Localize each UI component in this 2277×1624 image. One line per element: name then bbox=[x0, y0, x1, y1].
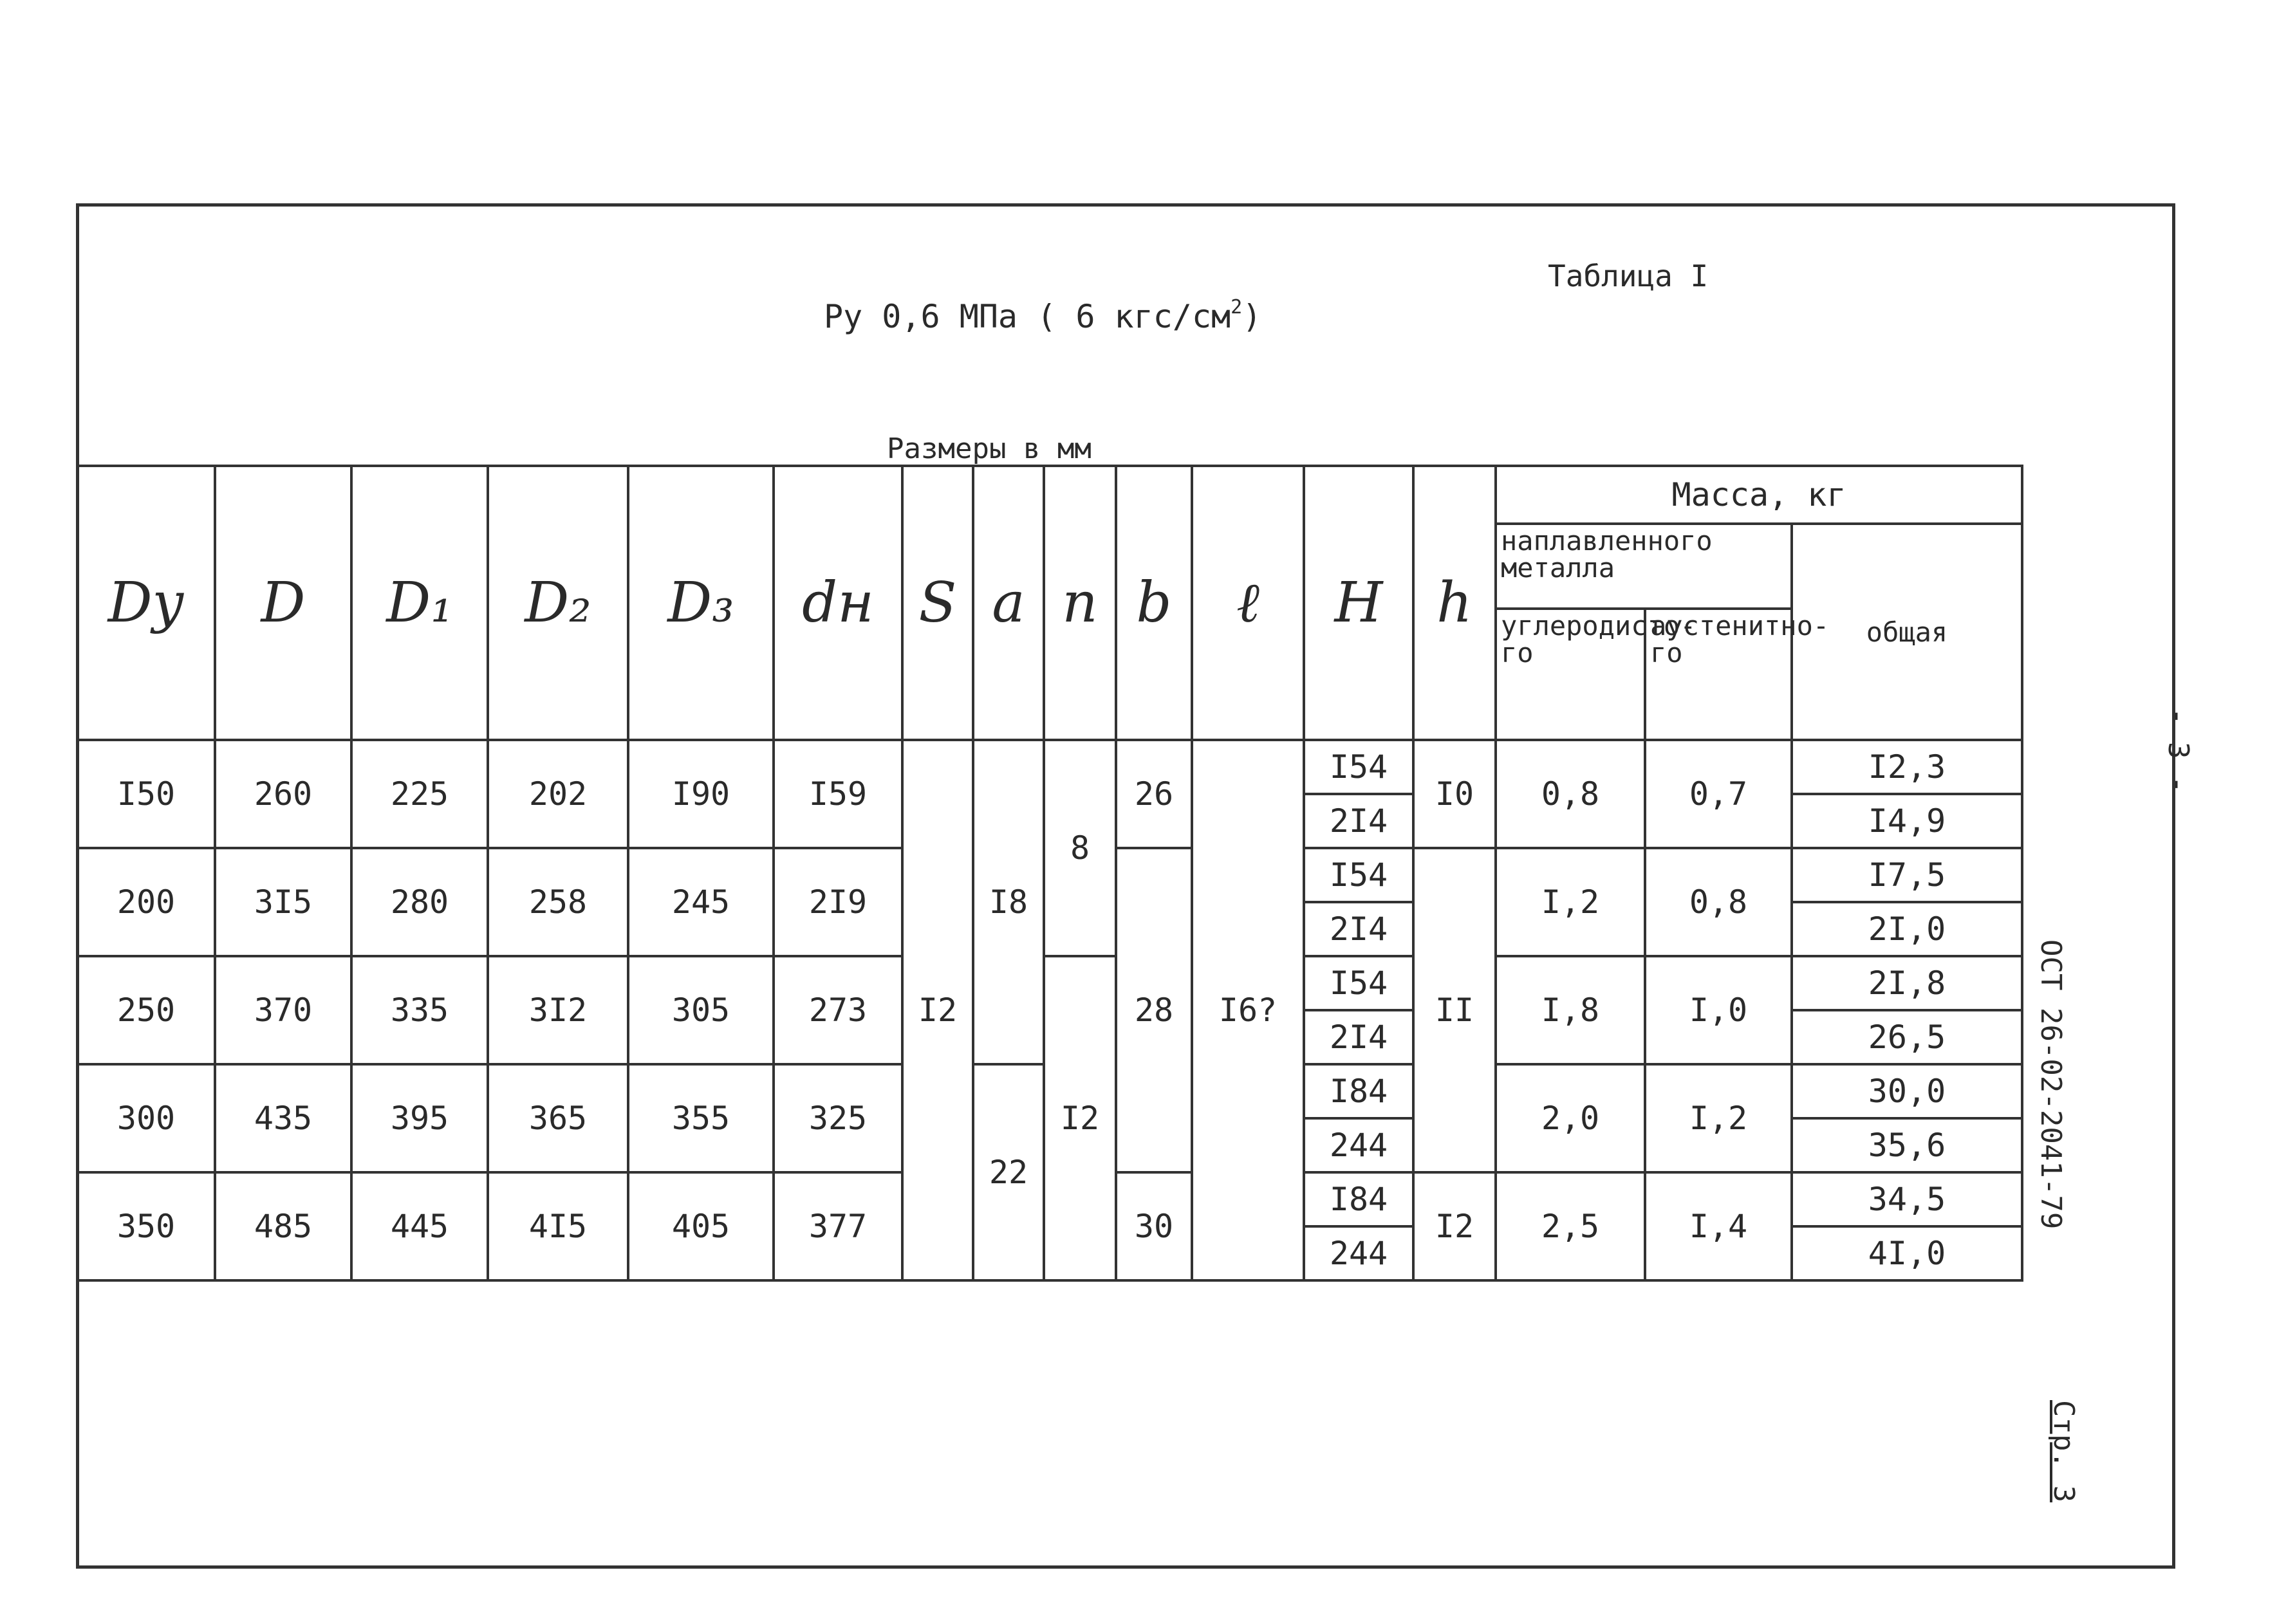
cell-carbon: I,2 bbox=[1496, 848, 1645, 956]
header-s: S bbox=[902, 466, 973, 740]
dimensions-table bbox=[76, 465, 2023, 1282]
header-dn: dн bbox=[774, 466, 902, 740]
cell-total: 4I,0 bbox=[1792, 1226, 2022, 1280]
header-n: n bbox=[1044, 466, 1116, 740]
cell-total: 2I,0 bbox=[1792, 902, 2022, 956]
cell-dn: 377 bbox=[774, 1172, 902, 1280]
cell-a-22: 22 bbox=[973, 1064, 1044, 1280]
cell-carbon: 2,5 bbox=[1496, 1172, 1645, 1280]
cell-austenitic: 0,7 bbox=[1645, 740, 1792, 848]
table-label: Таблица I bbox=[1548, 259, 1709, 293]
units-label: Размеры в мм bbox=[887, 432, 1092, 465]
header-weld-metal: наплавленного металла bbox=[1496, 524, 1792, 609]
cell-b-26: 26 bbox=[1116, 740, 1192, 848]
header-a: a bbox=[973, 466, 1044, 740]
page-number-mark: - 3 - bbox=[2162, 708, 2195, 793]
cell-a-18: I8 bbox=[973, 740, 1044, 1064]
header-H: H bbox=[1304, 466, 1413, 740]
header-dy: Dу bbox=[77, 466, 215, 740]
cell-d1: 395 bbox=[351, 1064, 488, 1172]
cell-dy: 350 bbox=[77, 1172, 215, 1280]
table-row bbox=[77, 740, 2022, 794]
cell-d3: 305 bbox=[628, 956, 774, 1064]
cell-total: I2,3 bbox=[1792, 740, 2022, 794]
header-mass: Масса, кг bbox=[1496, 466, 2022, 524]
cell-d2: 365 bbox=[488, 1064, 628, 1172]
cell-austenitic: I,4 bbox=[1645, 1172, 1792, 1280]
cell-total: 30,0 bbox=[1792, 1064, 2022, 1118]
cell-d1: 335 bbox=[351, 956, 488, 1064]
cell-d3: I90 bbox=[628, 740, 774, 848]
header-austenitic: аустенитно-го bbox=[1645, 609, 1792, 740]
cell-d1: 225 bbox=[351, 740, 488, 848]
cell-n-8: 8 bbox=[1044, 740, 1116, 956]
header-d3: D₃ bbox=[628, 466, 774, 740]
header-h: h bbox=[1413, 466, 1496, 740]
cell-H: I84 bbox=[1304, 1172, 1413, 1226]
cell-dy: 200 bbox=[77, 848, 215, 956]
document-code: ОСТ 26-02-2041-79 bbox=[2034, 939, 2067, 1230]
cell-austenitic: 0,8 bbox=[1645, 848, 1792, 956]
cell-total: 26,5 bbox=[1792, 1010, 2022, 1064]
cell-d1: 280 bbox=[351, 848, 488, 956]
cell-H: 2I4 bbox=[1304, 794, 1413, 848]
cell-dn: 2I9 bbox=[774, 848, 902, 956]
header-l: ℓ bbox=[1192, 466, 1304, 740]
cell-dy: 250 bbox=[77, 956, 215, 1064]
cell-carbon: 2,0 bbox=[1496, 1064, 1645, 1172]
cell-dn: 325 bbox=[774, 1064, 902, 1172]
cell-dn: 273 bbox=[774, 956, 902, 1064]
cell-d: 260 bbox=[215, 740, 351, 848]
cell-dy: 300 bbox=[77, 1064, 215, 1172]
header-total: общая bbox=[1792, 524, 2022, 740]
cell-s: I2 bbox=[902, 740, 973, 1280]
cell-n-12: I2 bbox=[1044, 956, 1116, 1280]
cell-d3: 355 bbox=[628, 1064, 774, 1172]
cell-austenitic: I,2 bbox=[1645, 1064, 1792, 1172]
cell-d2: 4I5 bbox=[488, 1172, 628, 1280]
cell-l: I6? bbox=[1192, 740, 1304, 1280]
header-d2: D₂ bbox=[488, 466, 628, 740]
cell-d3: 405 bbox=[628, 1172, 774, 1280]
cell-H: 2I4 bbox=[1304, 1010, 1413, 1064]
header-d1: D₁ bbox=[351, 466, 488, 740]
cell-d2: 3I2 bbox=[488, 956, 628, 1064]
cell-h-10: I0 bbox=[1413, 740, 1496, 848]
page-number: Стр. 3 bbox=[2047, 1400, 2080, 1502]
table-row bbox=[77, 956, 2022, 1010]
cell-dy: I50 bbox=[77, 740, 215, 848]
cell-carbon: I,8 bbox=[1496, 956, 1645, 1064]
cell-b-28: 28 bbox=[1116, 848, 1192, 1172]
header-carbon: углеродисто-го bbox=[1496, 609, 1645, 740]
cell-total: 34,5 bbox=[1792, 1172, 2022, 1226]
cell-d: 3I5 bbox=[215, 848, 351, 956]
cell-d2: 202 bbox=[488, 740, 628, 848]
cell-austenitic: I,0 bbox=[1645, 956, 1792, 1064]
cell-d3: 245 bbox=[628, 848, 774, 956]
cell-total: 2I,8 bbox=[1792, 956, 2022, 1010]
header-b: b bbox=[1116, 466, 1192, 740]
cell-total: I7,5 bbox=[1792, 848, 2022, 902]
cell-dn: I59 bbox=[774, 740, 902, 848]
cell-H: I54 bbox=[1304, 956, 1413, 1010]
cell-h-12: I2 bbox=[1413, 1172, 1496, 1280]
cell-H: 244 bbox=[1304, 1118, 1413, 1172]
cell-total: I4,9 bbox=[1792, 794, 2022, 848]
cell-H: I54 bbox=[1304, 848, 1413, 902]
cell-d: 435 bbox=[215, 1064, 351, 1172]
cell-d: 370 bbox=[215, 956, 351, 1064]
cell-H: I54 bbox=[1304, 740, 1413, 794]
cell-H: 2I4 bbox=[1304, 902, 1413, 956]
cell-d2: 258 bbox=[488, 848, 628, 956]
cell-H: I84 bbox=[1304, 1064, 1413, 1118]
header-d: D bbox=[215, 466, 351, 740]
cell-d1: 445 bbox=[351, 1172, 488, 1280]
cell-carbon: 0,8 bbox=[1496, 740, 1645, 848]
cell-total: 35,6 bbox=[1792, 1118, 2022, 1172]
cell-H: 244 bbox=[1304, 1226, 1413, 1280]
cell-b-30: 30 bbox=[1116, 1172, 1192, 1280]
page-title: Ру 0,6 МПа ( 6 кгс/$см^2$) bbox=[824, 296, 1262, 335]
cell-h-11: II bbox=[1413, 848, 1496, 1172]
cell-d: 485 bbox=[215, 1172, 351, 1280]
